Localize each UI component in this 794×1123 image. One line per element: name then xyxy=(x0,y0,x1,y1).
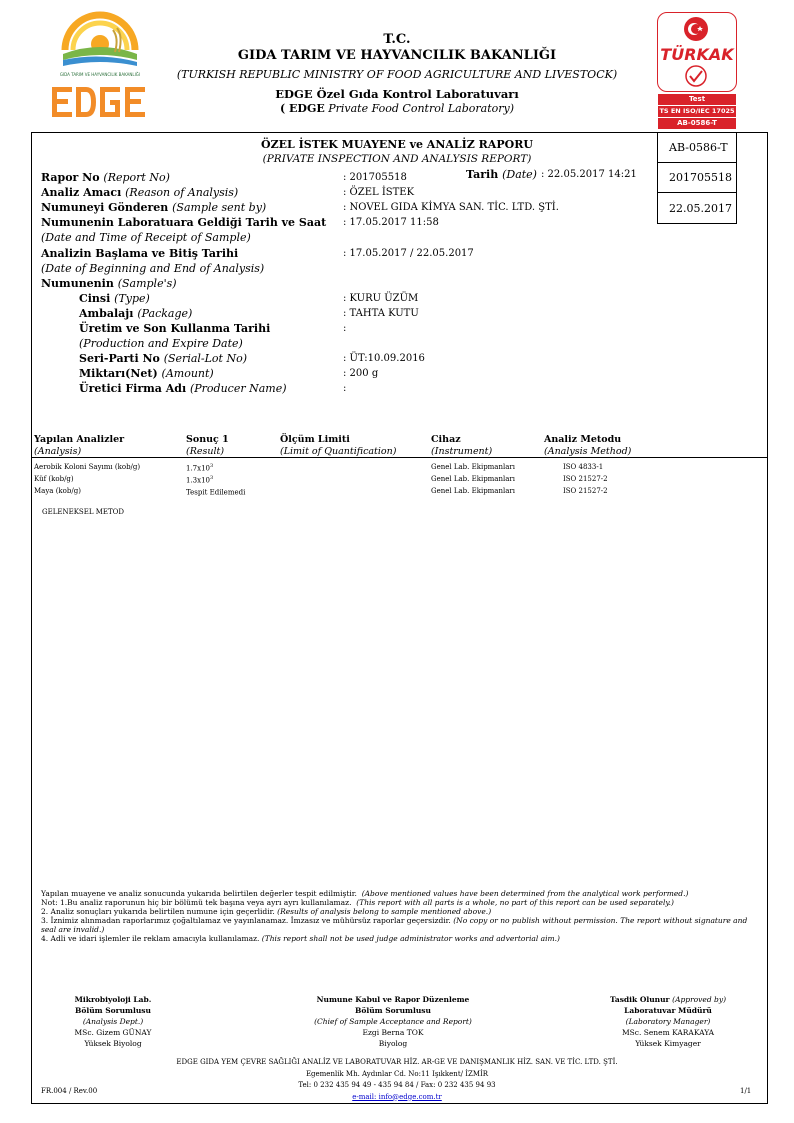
sig-name: Ezgi Berna TOK xyxy=(362,1028,424,1037)
sig-name: MSc. Gizem GÜNAY xyxy=(74,1028,152,1037)
cell-result-base: 1.3x10 xyxy=(186,476,210,485)
page-number: 1/1 xyxy=(740,1087,752,1095)
cell-result-base: Tespit Edilemedi xyxy=(186,488,246,497)
field-label: Miktarı(Net) xyxy=(79,367,158,380)
field-label: Numuneyi Gönderen xyxy=(41,201,169,214)
note-tr: 4. Adli ve idari işlemler ile reklam amacıyla kullanılamaz. xyxy=(41,934,260,943)
field-label-en: (Type) xyxy=(114,292,150,305)
turkak-standard: TS EN ISO/IEC 17025 xyxy=(659,107,735,115)
sample-amount xyxy=(79,367,214,380)
sig-line1-tr: Mikrobiyoloji Lab. xyxy=(74,995,152,1004)
sig-line1 xyxy=(588,994,748,1005)
th-result-en: (Result) xyxy=(186,446,225,457)
sig-line1-tr: Tasdik Olunur xyxy=(609,995,670,1004)
cell-result xyxy=(186,463,213,472)
field-sender-value: : NOVEL GIDA KİMYA SAN. TİC. LTD. ŞTİ. xyxy=(343,202,559,213)
sample-amount-value: : 200 g xyxy=(343,368,379,379)
header-lab-en-prefix: ( EDGE xyxy=(279,102,325,115)
sig-line1-tr: Numune Kabul ve Rapor Düzenleme xyxy=(316,995,470,1004)
sample-production-value: : xyxy=(343,323,347,334)
cell-method: ISO 4833-1 xyxy=(563,463,604,471)
notes-block xyxy=(41,889,756,943)
cell-analysis: Aerobik Koloni Sayımı (kob/g) xyxy=(34,463,141,471)
field-label: Seri-Parti No xyxy=(79,352,160,365)
table-row xyxy=(34,475,754,487)
sample-type xyxy=(79,292,150,305)
field-label: Rapor No xyxy=(41,171,100,184)
signature-analysis-dept xyxy=(38,994,188,1049)
sample-package-value: : TAHTA KUTU xyxy=(343,308,419,319)
note-en: (Above mentioned values have been determined from the analytical work performed.) xyxy=(361,889,689,898)
field-label: Ambalajı xyxy=(79,307,134,320)
note-2 xyxy=(41,907,756,916)
footer-phone: Tel: 0 232 435 94 49 - 435 94 84 / Fax: 0 232 435 94 93 xyxy=(298,1081,496,1089)
footer-email-link[interactable]: e-mail: info@edge.com.tr xyxy=(352,1092,442,1101)
sample-heading xyxy=(41,277,177,290)
field-sender xyxy=(41,201,266,214)
cell-result xyxy=(186,475,213,484)
footer-company: EDGE GIDA YEM ÇEVRE SAĞLIĞI ANALİZ VE LABORATUVAR HİZ. AR-GE VE DANIŞMANLIK HİZ. SAN. VE TİC. LTD. ŞTİ. xyxy=(176,1058,618,1066)
th-limit-en: (Limit of Quantification) xyxy=(280,446,397,457)
cell-analysis: Küf (kob/g) xyxy=(34,475,74,483)
note-en: (This report shall not be used judge administrator works and advertorial aim.) xyxy=(261,934,560,943)
sample-producer xyxy=(79,382,287,395)
turkak-emblem-icon xyxy=(683,16,709,42)
sample-production-en xyxy=(79,337,243,350)
cell-instrument: Genel Lab. Ekipmanları xyxy=(431,475,515,483)
th-result: Sonuç 1 xyxy=(186,434,229,445)
sig-name: MSc. Senem KARAKAYA xyxy=(621,1028,715,1037)
sample-production: Üretim ve Son Kullanma Tarihi xyxy=(79,322,271,335)
note-en: (This report with all parts is a whole, no part of this report can be used separately.) xyxy=(356,898,674,907)
sample-heading-en: (Sample's) xyxy=(117,277,177,290)
sample-type-value: : KURU ÜZÜM xyxy=(343,293,419,304)
field-label-en: (Report No) xyxy=(103,171,170,184)
field-receipt-value: : 17.05.2017 11:58 xyxy=(343,217,439,228)
th-analysis: Yapılan Analizler xyxy=(34,434,125,445)
cell-instrument: Genel Lab. Ekipmanları xyxy=(431,463,515,471)
sample-producer-value: : xyxy=(343,383,347,394)
sig-title: Biyolog xyxy=(378,1039,408,1048)
th-limit: Ölçüm Limiti xyxy=(280,434,350,445)
report-title: ÖZEL İSTEK MUAYENE ve ANALİZ RAPORU xyxy=(261,138,533,151)
header-lab-en-rest: Private Food Control Laboratory) xyxy=(328,102,515,115)
note-en: (Results of analysis belong to sample mentioned above.) xyxy=(277,907,492,916)
table-row xyxy=(34,463,754,475)
cell-result-exponent: 3 xyxy=(210,463,214,469)
field-analysis-dates-value: : 17.05.2017 / 22.05.2017 xyxy=(343,248,474,259)
sample-lot-value: : ÜT:10.09.2016 xyxy=(343,353,425,364)
field-label: Analiz Amacı xyxy=(41,186,122,199)
sample-package xyxy=(79,307,192,320)
turkak-logo-text: TÜRKAK xyxy=(660,45,734,64)
cell-method: ISO 21527-2 xyxy=(563,487,608,495)
signature-sample-acceptance xyxy=(293,994,493,1049)
field-label-en: (Date of Beginning and End of Analysis) xyxy=(41,262,265,275)
field-label-en: (Amount) xyxy=(161,367,214,380)
report-subtitle: (PRIVATE INSPECTION AND ANALYSIS REPORT) xyxy=(262,153,532,165)
sig-line3: (Analysis Dept.) xyxy=(82,1017,144,1026)
field-label-en: (Producer Name) xyxy=(189,382,287,395)
method-note: GELENEKSEL METOD xyxy=(42,508,125,516)
header-tc: T.C. xyxy=(383,32,411,47)
note-tr: 2. Analiz sonuçları yukarıda belirtilen numune için geçerlidir. xyxy=(41,907,275,916)
field-label-en: (Package) xyxy=(137,307,193,320)
sig-line1 xyxy=(293,994,493,1005)
th-analysis-en: (Analysis) xyxy=(34,446,82,457)
edge-logo xyxy=(52,84,147,120)
form-number: FR.004 / Rev.00 xyxy=(41,1087,98,1095)
sig-line3: (Chief of Sample Acceptance and Report) xyxy=(314,1017,472,1026)
th-method-en: (Analysis Method) xyxy=(544,446,632,457)
note-tr: Not: 1.Bu analiz raporunun hiç bir bölümü tek başına veya ayrı ayrı kullanılamaz. xyxy=(41,898,352,907)
note-tr: 3. İznimiz alınmadan raporlarımız çoğaltılamaz ve yayınlanamaz. İmzasız ve mühürsüz raporlar geçersizdir. xyxy=(41,916,451,925)
header-ministry: GIDA TARIM VE HAYVANCILIK BAKANLIĞI xyxy=(237,48,557,63)
turkak-test: Test xyxy=(658,94,736,105)
table-row xyxy=(34,487,754,499)
report-number-box: 201705518 xyxy=(657,162,737,193)
cell-result xyxy=(186,487,245,496)
report-date-box: 22.05.2017 xyxy=(657,192,737,224)
note-1 xyxy=(41,898,756,907)
header-lab: EDGE Özel Gıda Kontrol Laboratuvarı xyxy=(275,87,519,101)
field-label: Üretici Firma Adı xyxy=(79,382,187,395)
note-en: (No copy or no publish without permission. The report without signature and seal are invalid.) xyxy=(41,916,748,934)
th-method: Analiz Metodu xyxy=(544,434,622,445)
field-label-en: (Serial-Lot No) xyxy=(163,352,248,365)
header-ministry-en: (TURKISH REPUBLIC MINISTRY OF FOOD AGRICULTURE AND LIVESTOCK) xyxy=(176,68,618,81)
note-4 xyxy=(41,934,756,943)
field-report-no-value: : 201705518 xyxy=(343,172,407,183)
accreditation-box: AB-0586-T xyxy=(657,132,737,163)
sig-line1 xyxy=(38,994,188,1005)
turkak-code: AB-0586-T xyxy=(658,118,736,129)
cell-result-exponent: 3 xyxy=(210,475,214,481)
date-label-en: (Date) xyxy=(502,168,537,181)
field-receipt: Numunenin Laboratuara Geldiği Tarih ve Saat xyxy=(41,216,327,229)
turkak-badge xyxy=(657,12,737,128)
footer-address: Egemenlik Mh. Aydınlar Cd. No:11 Işıkkent/ İZMİR xyxy=(305,1069,489,1078)
date-label xyxy=(466,168,537,181)
sample-lot xyxy=(79,352,247,365)
ministry-logo xyxy=(55,10,145,75)
field-label-en: (Sample sent by) xyxy=(172,201,267,214)
cell-result-base: 1.7x10 xyxy=(186,464,210,473)
field-label-en: (Production and Expire Date) xyxy=(79,337,243,350)
table-header-divider xyxy=(31,457,768,458)
sig-line2: Laboratuvar Müdürü xyxy=(624,1006,712,1015)
field-reason xyxy=(41,186,238,199)
field-reason-value: : ÖZEL İSTEK xyxy=(343,187,415,198)
cell-instrument: Genel Lab. Ekipmanları xyxy=(431,487,515,495)
note-3 xyxy=(41,916,756,934)
field-label-en: (Date and Time of Receipt of Sample) xyxy=(41,231,251,244)
note-tr: Yapılan muayene ve analiz sonucunda yukarıda belirtilen değerler tespit edilmiştir. xyxy=(41,889,357,898)
header-lab-en xyxy=(150,102,644,115)
sig-title: Yüksek Kimyager xyxy=(635,1039,701,1048)
field-analysis-dates-en xyxy=(41,262,264,275)
field-receipt-en xyxy=(41,231,251,244)
footer-block xyxy=(100,1057,694,1103)
sig-line3: (Laboratory Manager) xyxy=(625,1017,711,1026)
note-0 xyxy=(41,889,756,898)
ministry-logo-text: GIDA TARIM VE HAYVANCILIK BAKANLIĞI xyxy=(59,72,141,77)
date-value: : 22.05.2017 14:21 xyxy=(541,169,637,180)
sig-line1-en: (Approved by) xyxy=(672,995,727,1004)
sig-line2: Bölüm Sorumlusu xyxy=(75,1006,151,1015)
field-label: Cinsi xyxy=(79,292,111,305)
field-label-en: (Reason of Analysis) xyxy=(125,186,239,199)
cell-analysis: Maya (kob/g) xyxy=(34,487,81,495)
date-label-tr: Tarih xyxy=(466,168,499,181)
th-instrument-en: (Instrument) xyxy=(431,446,493,457)
cell-method: ISO 21527-2 xyxy=(563,475,608,483)
sample-heading-tr: Numunenin xyxy=(41,277,114,290)
sig-line2: Bölüm Sorumlusu xyxy=(355,1006,431,1015)
field-report-no xyxy=(41,171,170,184)
th-instrument: Cihaz xyxy=(431,434,461,445)
check-icon xyxy=(683,64,709,88)
sig-title: Yüksek Biyolog xyxy=(84,1039,142,1048)
signature-lab-manager xyxy=(588,994,748,1049)
field-analysis-dates: Analizin Başlama ve Bitiş Tarihi xyxy=(41,247,239,260)
